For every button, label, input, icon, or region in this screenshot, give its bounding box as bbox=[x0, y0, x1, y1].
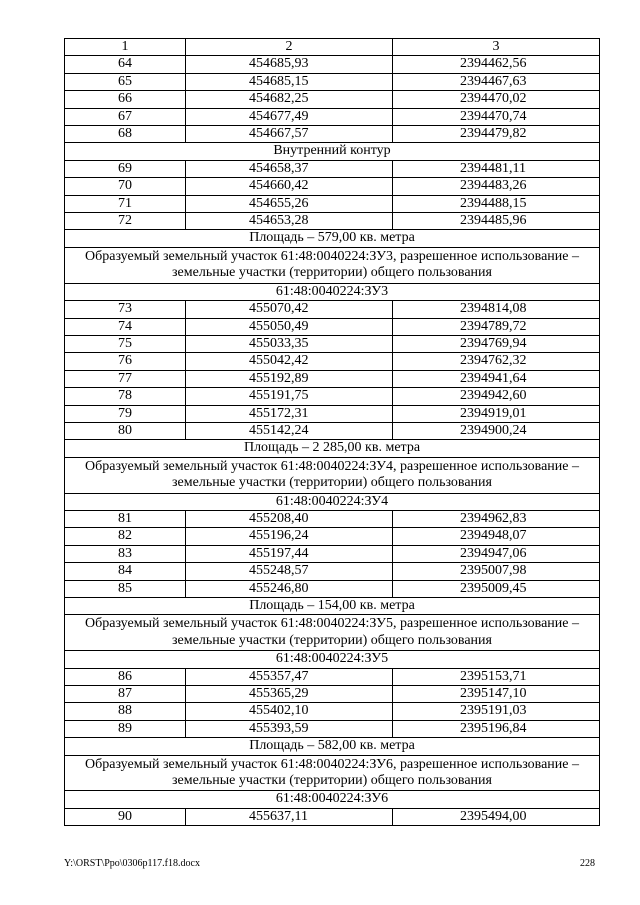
point-number: 88 bbox=[65, 703, 186, 720]
coordinate-x: 455172,31 bbox=[186, 405, 393, 422]
table-row bbox=[65, 160, 600, 177]
table-row bbox=[65, 563, 600, 580]
coordinate-y: 2395007,98 bbox=[393, 563, 600, 580]
point-number: 79 bbox=[65, 405, 186, 422]
point-number: 69 bbox=[65, 160, 186, 177]
coordinate-y: 2394488,15 bbox=[393, 195, 600, 212]
coordinate-y: 2395153,71 bbox=[393, 668, 600, 685]
table-row bbox=[65, 528, 600, 545]
point-number: 85 bbox=[65, 580, 186, 597]
coordinate-x: 454653,28 bbox=[186, 213, 393, 230]
coordinate-y: 2394462,56 bbox=[393, 56, 600, 73]
coordinate-x: 454677,49 bbox=[186, 108, 393, 125]
table-row bbox=[65, 178, 600, 195]
point-number: 71 bbox=[65, 195, 186, 212]
coordinate-y: 2395494,00 bbox=[393, 808, 600, 825]
point-number: 89 bbox=[65, 720, 186, 737]
coordinate-x: 455393,59 bbox=[186, 720, 393, 737]
table-header-row bbox=[65, 39, 600, 56]
coordinate-x: 455196,24 bbox=[186, 528, 393, 545]
parcel-cadastral-id: 61:48:0040224:ЗУ4 bbox=[65, 493, 600, 510]
page-number: 228 bbox=[580, 858, 595, 869]
table-row bbox=[65, 195, 600, 212]
coordinate-x: 455142,24 bbox=[186, 422, 393, 439]
coordinate-x: 454658,37 bbox=[186, 160, 393, 177]
parcel-description-row bbox=[65, 247, 600, 283]
table-row bbox=[65, 720, 600, 737]
area-label-row bbox=[65, 230, 600, 247]
point-number: 77 bbox=[65, 370, 186, 387]
parcel-description: Образуемый земельный участок 61:48:0040224:ЗУ5, разрешенное использование – земельные участки (территории) общего пользования bbox=[65, 615, 600, 651]
parcel-description-row bbox=[65, 457, 600, 493]
table-row bbox=[65, 808, 600, 825]
coordinate-y: 2394947,06 bbox=[393, 545, 600, 562]
coordinate-y: 2394762,32 bbox=[393, 353, 600, 370]
coordinate-x: 454667,57 bbox=[186, 126, 393, 143]
coordinate-x: 455246,80 bbox=[186, 580, 393, 597]
parcel-cadastral-id-row bbox=[65, 493, 600, 510]
table-row bbox=[65, 213, 600, 230]
parcel-cadastral-id-row bbox=[65, 651, 600, 668]
table-row bbox=[65, 405, 600, 422]
coordinate-x: 455070,42 bbox=[186, 301, 393, 318]
coordinate-y: 2394942,60 bbox=[393, 388, 600, 405]
coordinate-y: 2394483,26 bbox=[393, 178, 600, 195]
parcel-cadastral-id-row bbox=[65, 283, 600, 300]
coordinate-x: 455248,57 bbox=[186, 563, 393, 580]
coordinate-y: 2394769,94 bbox=[393, 335, 600, 352]
parcel-cadastral-id-row bbox=[65, 791, 600, 808]
column-header-number: 1 bbox=[65, 39, 186, 56]
coordinate-x: 454685,15 bbox=[186, 73, 393, 90]
coordinate-x: 455033,35 bbox=[186, 335, 393, 352]
coordinate-x: 454655,26 bbox=[186, 195, 393, 212]
parcel-description-row bbox=[65, 615, 600, 651]
parcel-description: Образуемый земельный участок 61:48:0040224:ЗУ3, разрешенное использование – земельные участки (территории) общего пользования bbox=[65, 247, 600, 283]
coordinate-y: 2394948,07 bbox=[393, 528, 600, 545]
point-number: 65 bbox=[65, 73, 186, 90]
table-row bbox=[65, 301, 600, 318]
coordinate-y: 2394470,74 bbox=[393, 108, 600, 125]
point-number: 84 bbox=[65, 563, 186, 580]
coordinate-x: 455197,44 bbox=[186, 545, 393, 562]
point-number: 64 bbox=[65, 56, 186, 73]
table-row bbox=[65, 56, 600, 73]
table-row bbox=[65, 370, 600, 387]
parcel-cadastral-id: 61:48:0040224:ЗУ3 bbox=[65, 283, 600, 300]
point-number: 67 bbox=[65, 108, 186, 125]
coordinate-y: 2395196,84 bbox=[393, 720, 600, 737]
area-label-row bbox=[65, 598, 600, 615]
table-row bbox=[65, 545, 600, 562]
coordinate-x: 454685,93 bbox=[186, 56, 393, 73]
coordinate-y: 2394919,01 bbox=[393, 405, 600, 422]
parcel-cadastral-id: 61:48:0040224:ЗУ5 bbox=[65, 651, 600, 668]
table-row bbox=[65, 580, 600, 597]
coordinate-y: 2394467,63 bbox=[393, 73, 600, 90]
table-row bbox=[65, 388, 600, 405]
coordinate-x: 455050,49 bbox=[186, 318, 393, 335]
coordinates-table bbox=[64, 38, 600, 826]
point-number: 78 bbox=[65, 388, 186, 405]
table-row bbox=[65, 335, 600, 352]
coordinate-y: 2394962,83 bbox=[393, 510, 600, 527]
point-number: 75 bbox=[65, 335, 186, 352]
point-number: 80 bbox=[65, 422, 186, 439]
point-number: 90 bbox=[65, 808, 186, 825]
point-number: 72 bbox=[65, 213, 186, 230]
coordinate-x: 455042,42 bbox=[186, 353, 393, 370]
area-label-row bbox=[65, 440, 600, 457]
footer-file-path: Y:\ORST\Ppo\0306p117.f18.docx bbox=[64, 858, 200, 869]
coordinate-x: 455208,40 bbox=[186, 510, 393, 527]
parcel-cadastral-id: 61:48:0040224:ЗУ6 bbox=[65, 791, 600, 808]
point-number: 87 bbox=[65, 686, 186, 703]
table-row bbox=[65, 422, 600, 439]
coordinate-y: 2394789,72 bbox=[393, 318, 600, 335]
coordinate-x: 455637,11 bbox=[186, 808, 393, 825]
table-row bbox=[65, 91, 600, 108]
point-number: 76 bbox=[65, 353, 186, 370]
coordinate-y: 2395191,03 bbox=[393, 703, 600, 720]
area-label: Площадь – 579,00 кв. метра bbox=[65, 230, 600, 247]
coordinate-y: 2394485,96 bbox=[393, 213, 600, 230]
column-header-y: 3 bbox=[393, 39, 600, 56]
parcel-description: Образуемый земельный участок 61:48:0040224:ЗУ4, разрешенное использование – земельные участки (территории) общего пользования bbox=[65, 457, 600, 493]
coordinate-x: 454660,42 bbox=[186, 178, 393, 195]
coordinate-y: 2394814,08 bbox=[393, 301, 600, 318]
point-number: 81 bbox=[65, 510, 186, 527]
parcel-description-row bbox=[65, 755, 600, 791]
parcel-description: Образуемый земельный участок 61:48:0040224:ЗУ6, разрешенное использование – земельные участки (территории) общего пользования bbox=[65, 755, 600, 791]
coordinate-y: 2394941,64 bbox=[393, 370, 600, 387]
table-row bbox=[65, 126, 600, 143]
area-label: Площадь – 2 285,00 кв. метра bbox=[65, 440, 600, 457]
point-number: 74 bbox=[65, 318, 186, 335]
point-number: 82 bbox=[65, 528, 186, 545]
table-row bbox=[65, 353, 600, 370]
area-label-row bbox=[65, 738, 600, 755]
coordinate-x: 455192,89 bbox=[186, 370, 393, 387]
table-row bbox=[65, 318, 600, 335]
coordinate-x: 455365,29 bbox=[186, 686, 393, 703]
point-number: 70 bbox=[65, 178, 186, 195]
inner-contour-label-row bbox=[65, 143, 600, 160]
coordinate-y: 2394481,11 bbox=[393, 160, 600, 177]
point-number: 83 bbox=[65, 545, 186, 562]
table-row bbox=[65, 73, 600, 90]
table-row bbox=[65, 108, 600, 125]
column-header-x: 2 bbox=[186, 39, 393, 56]
table-row bbox=[65, 686, 600, 703]
coordinate-x: 455402,10 bbox=[186, 703, 393, 720]
point-number: 66 bbox=[65, 91, 186, 108]
coordinate-y: 2395147,10 bbox=[393, 686, 600, 703]
area-label: Площадь – 582,00 кв. метра bbox=[65, 738, 600, 755]
coordinate-x: 454682,25 bbox=[186, 91, 393, 108]
table-row bbox=[65, 510, 600, 527]
area-label: Площадь – 154,00 кв. метра bbox=[65, 598, 600, 615]
coordinate-x: 455191,75 bbox=[186, 388, 393, 405]
coordinate-y: 2395009,45 bbox=[393, 580, 600, 597]
coordinate-y: 2394479,82 bbox=[393, 126, 600, 143]
table-row bbox=[65, 703, 600, 720]
table-row bbox=[65, 668, 600, 685]
coordinate-y: 2394900,24 bbox=[393, 422, 600, 439]
point-number: 73 bbox=[65, 301, 186, 318]
point-number: 86 bbox=[65, 668, 186, 685]
point-number: 68 bbox=[65, 126, 186, 143]
coordinate-x: 455357,47 bbox=[186, 668, 393, 685]
coordinate-y: 2394470,02 bbox=[393, 91, 600, 108]
inner-contour-label: Внутренний контур bbox=[65, 143, 600, 160]
